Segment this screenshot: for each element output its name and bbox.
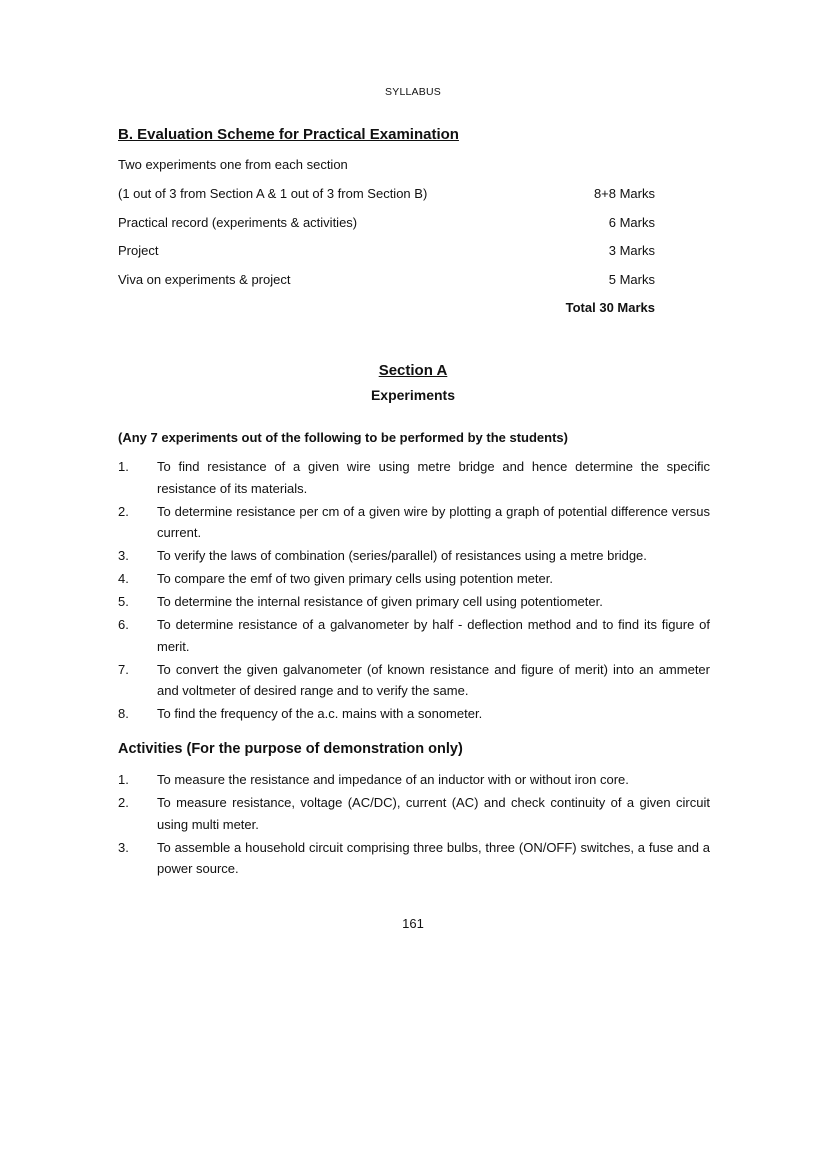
list-item xyxy=(118,501,710,544)
evaluation-row xyxy=(118,214,655,232)
evaluation-row-marks: 5 Marks xyxy=(608,272,655,287)
list-item-number: 1. xyxy=(118,459,129,474)
activity-list xyxy=(118,769,710,881)
list-item-number: 8. xyxy=(118,706,129,721)
running-header: SYLLABUS xyxy=(385,86,441,98)
list-item-text: To convert the given galvanometer (of known resistance and figure of merit) into an ammeter and voltmeter of desired range and to verify the same. xyxy=(157,661,710,698)
list-item-number: 6. xyxy=(118,617,129,632)
evaluation-intro-text: Two experiments one from each section xyxy=(118,157,348,172)
evaluation-row xyxy=(118,271,655,289)
list-item xyxy=(118,568,710,590)
list-item-number: 4. xyxy=(118,571,129,586)
list-item xyxy=(118,591,710,613)
page-number: 161 xyxy=(402,916,424,931)
list-item xyxy=(118,792,710,835)
activities-heading: Activities (For the purpose of demonstration only) xyxy=(118,741,463,757)
list-item-number: 5. xyxy=(118,594,129,609)
evaluation-row xyxy=(118,242,655,260)
list-item-text: To verify the laws of combination (series/parallel) of resistances using a metre bridge. xyxy=(157,548,647,563)
evaluation-intro xyxy=(118,156,655,174)
evaluation-row-label: Viva on experiments & project xyxy=(118,272,291,287)
section-a-subtitle: Experiments xyxy=(370,387,456,403)
list-item-text: To find the frequency of the a.c. mains with a sonometer. xyxy=(157,706,483,721)
list-item xyxy=(118,703,710,725)
evaluation-total: Total 30 Marks xyxy=(565,300,655,315)
evaluation-row-label: Project xyxy=(118,243,159,258)
list-item-number: 1. xyxy=(118,772,129,787)
experiment-list xyxy=(118,456,710,726)
experiments-note: (Any 7 experiments out of the following to be performed by the students) xyxy=(118,430,568,445)
list-item-text: To assemble a household circuit comprising three bulbs, three (ON/OFF) switches, a fuse and a power source. xyxy=(157,839,710,876)
evaluation-row-marks: 3 Marks xyxy=(608,243,655,258)
list-item xyxy=(118,837,710,880)
list-item-number: 3. xyxy=(118,839,129,855)
section-a-title: Section A xyxy=(378,362,448,379)
list-item-number: 7. xyxy=(118,661,129,677)
list-item-number: 2. xyxy=(118,795,129,810)
evaluation-heading: B. Evaluation Scheme for Practical Examination xyxy=(118,126,459,143)
evaluation-row-marks: 8+8 Marks xyxy=(593,186,655,201)
list-item-text: To measure the resistance and impedance of an inductor with or without iron core. xyxy=(157,772,629,787)
list-item xyxy=(118,769,710,791)
list-item-text: To find resistance of a given wire using metre bridge and hence determine the specific resistance of its materials. xyxy=(157,459,710,496)
list-item xyxy=(118,456,710,499)
list-item-text: To determine resistance of a galvanometer by half - deflection method and to find its figure of merit. xyxy=(157,617,710,654)
list-item-number: 3. xyxy=(118,548,129,563)
evaluation-row xyxy=(118,185,655,203)
evaluation-row-marks: 6 Marks xyxy=(608,215,655,230)
list-item-text: To determine resistance per cm of a given wire by plotting a graph of potential difference versus current. xyxy=(157,503,710,540)
evaluation-row-label: (1 out of 3 from Section A & 1 out of 3 from Section B) xyxy=(118,186,428,201)
list-item xyxy=(118,545,710,567)
list-item-text: To compare the emf of two given primary cells using potention meter. xyxy=(157,571,553,586)
list-item-text: To determine the internal resistance of given primary cell using potentiometer. xyxy=(157,594,603,609)
list-item-text: To measure resistance, voltage (AC/DC), current (AC) and check continuity of a given circuit using multi meter. xyxy=(157,795,710,832)
list-item xyxy=(118,659,710,702)
list-item-number: 2. xyxy=(118,503,129,519)
list-item xyxy=(118,614,710,657)
evaluation-row-label: Practical record (experiments & activities) xyxy=(118,215,358,230)
